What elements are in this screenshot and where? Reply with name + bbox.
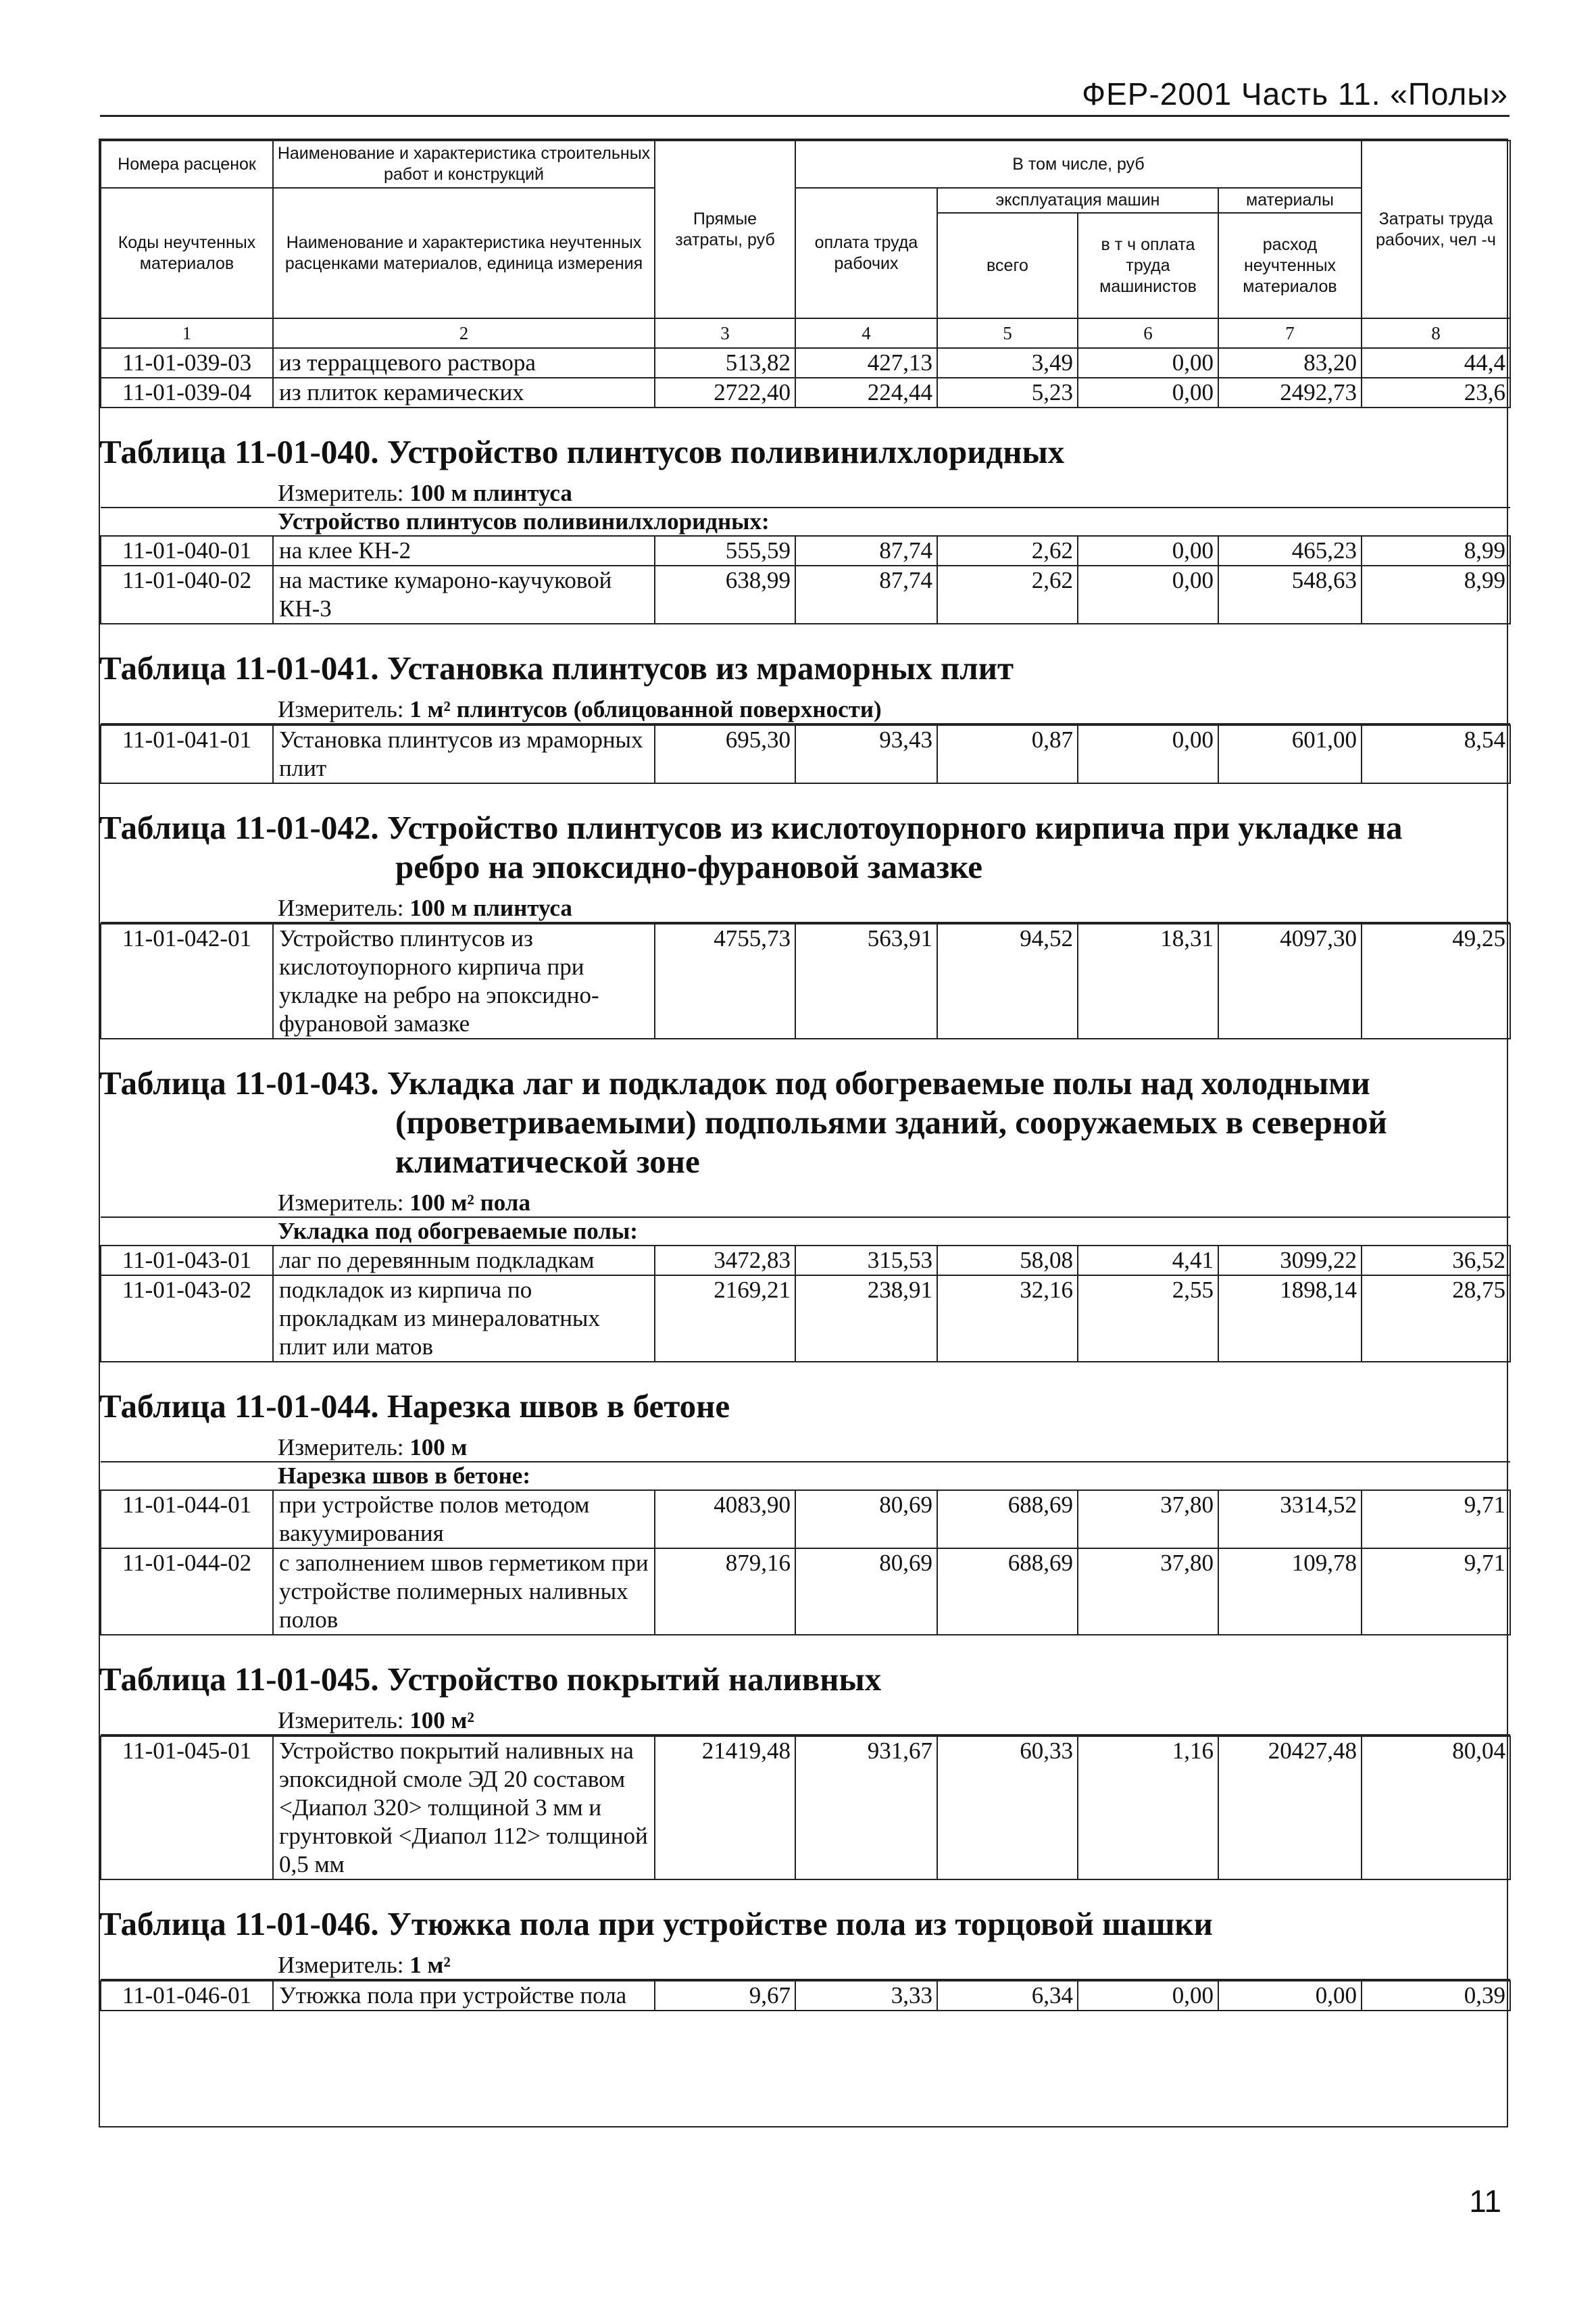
group-label: Устройство плинтусов поливинилхлоридных:	[101, 507, 1510, 535]
rate-cell-code: 11-01-044-01	[101, 1490, 273, 1548]
rate-row	[101, 1275, 1510, 1362]
rate-cell-direct: 21419,48	[655, 1736, 795, 1879]
section-title-line: Таблица 11-01-044. Нарезка швов в бетоне	[99, 1387, 730, 1425]
rate-cell-labor: 80,69	[795, 1548, 937, 1635]
section-title-line: Таблица 11-01-041. Установка плинтусов из мраморных плит	[99, 649, 1014, 687]
rate-cell-name: Утюжка пола при устройстве пола	[273, 1981, 655, 2011]
rate-cell-name: из терраццевого раствора	[273, 348, 655, 378]
rate-cell-materials: 601,00	[1218, 725, 1362, 783]
rate-cell-materials: 0,00	[1218, 1981, 1362, 2011]
rate-cell-labor: 315,53	[795, 1246, 937, 1275]
col-header-labor-hours: Затраты труда рабочих, чел -ч	[1362, 141, 1510, 318]
rate-cell-mach: 58,08	[937, 1246, 1078, 1275]
rate-cell-mach: 60,33	[937, 1736, 1078, 1879]
section-title-line: климатической зоне	[395, 1143, 700, 1180]
column-number-cell: 5	[937, 318, 1078, 348]
column-number-cell: 2	[273, 318, 655, 348]
rate-row	[101, 1736, 1510, 1879]
rate-cell-mach: 688,69	[937, 1490, 1078, 1548]
rate-cell-labor: 427,13	[795, 348, 937, 378]
rate-cell-direct: 4083,90	[655, 1490, 795, 1548]
rate-cell-name: при устройстве полов методом вакуумирования	[273, 1490, 655, 1548]
rate-cell-hours: 9,71	[1362, 1548, 1510, 1635]
rate-cell-mach-labor: 0,00	[1078, 536, 1218, 566]
section-title	[99, 1904, 1510, 1944]
rate-cell-mach: 3,49	[937, 348, 1078, 378]
section-title-line: Таблица 11-01-043. Укладка лаг и подкладок под обогреваемые полы над холодными	[99, 1064, 1370, 1102]
header-rule	[100, 115, 1510, 117]
rate-cell-code: 11-01-039-04	[101, 378, 273, 408]
rate-cell-mach: 5,23	[937, 378, 1078, 408]
rate-cell-direct: 2169,21	[655, 1275, 795, 1362]
rate-cell-labor: 3,33	[795, 1981, 937, 2011]
rate-cell-code: 11-01-041-01	[101, 725, 273, 783]
rate-cell-name: с заполнением швов герметиком при устройстве полимерных наливных полов	[273, 1548, 655, 1635]
rate-cell-direct: 879,16	[655, 1548, 795, 1635]
measure-unit	[101, 1189, 1510, 1216]
rate-cell-hours: 8,54	[1362, 725, 1510, 783]
rate-cell-materials: 20427,48	[1218, 1736, 1362, 1879]
rate-cell-labor: 931,67	[795, 1736, 937, 1879]
rate-cell-code: 11-01-040-02	[101, 566, 273, 624]
rate-row	[101, 1246, 1510, 1275]
measure-label: Измеритель:	[278, 480, 404, 506]
rate-cell-labor: 87,74	[795, 566, 937, 624]
column-number-cell: 3	[655, 318, 795, 348]
rate-cell-hours: 8,99	[1362, 536, 1510, 566]
rate-row	[101, 566, 1510, 624]
rate-cell-direct: 4755,73	[655, 924, 795, 1039]
rate-cell-code: 11-01-043-02	[101, 1275, 273, 1362]
col-header-operator-pay: в т ч оплата труда машинистов	[1078, 213, 1218, 318]
rate-cell-mach-labor: 18,31	[1078, 924, 1218, 1039]
rate-cell-direct: 513,82	[655, 348, 795, 378]
column-number-cell: 4	[795, 318, 937, 348]
rate-cell-mach-labor: 0,00	[1078, 348, 1218, 378]
rate-cell-materials: 1898,14	[1218, 1275, 1362, 1362]
rate-cell-labor: 563,91	[795, 924, 937, 1039]
rate-cell-mach-labor: 37,80	[1078, 1548, 1218, 1635]
section-title-line: ребро на эпоксидно-фурановой замазке	[395, 848, 982, 885]
col-header-work-name: Наименование и характеристика строительных работ и конструкций	[273, 141, 655, 188]
rate-cell-name: на мастике кумароно-каучуковой КН-3	[273, 566, 655, 624]
section-header	[101, 624, 1510, 725]
section-title-line: Таблица 11-01-042. Устройство плинтусов из кислотоупорного кирпича при укладке на	[99, 809, 1403, 846]
rate-cell-direct: 9,67	[655, 1981, 795, 2011]
col-header-material-name: Наименование и характеристика неучтенных расценками материалов, единица измерения	[273, 188, 655, 318]
measure-value: 100 м плинтуса	[409, 895, 572, 921]
rate-cell-materials: 3314,52	[1218, 1490, 1362, 1548]
column-number-cell: 7	[1218, 318, 1362, 348]
measure-unit	[101, 1434, 1510, 1461]
rate-cell-mach: 2,62	[937, 536, 1078, 566]
section-header	[101, 408, 1510, 536]
rate-row	[101, 1981, 1510, 2011]
measure-value: 100 м плинтуса	[409, 480, 572, 506]
col-header-machines-total: всего	[937, 213, 1078, 318]
rate-cell-materials: 4097,30	[1218, 924, 1362, 1039]
rate-row	[101, 378, 1510, 408]
rate-cell-name: Устройство плинтусов из кислотоупорного кирпича при укладке на ребро на эпоксидно-фурановой замазке	[273, 924, 655, 1039]
rate-cell-mach-labor: 0,00	[1078, 566, 1218, 624]
section-title	[99, 1660, 1510, 1699]
rate-cell-materials: 465,23	[1218, 536, 1362, 566]
page-number: 11	[1469, 2184, 1501, 2219]
rate-cell-mach: 32,16	[937, 1275, 1078, 1362]
rate-cell-mach: 688,69	[937, 1548, 1078, 1635]
measure-value: 1 м²	[409, 1952, 451, 1978]
rate-cell-labor: 238,91	[795, 1275, 937, 1362]
measure-label: Измеритель:	[278, 1707, 404, 1733]
col-header-materials-group: материалы	[1218, 188, 1362, 213]
rate-cell-labor: 224,44	[795, 378, 937, 408]
rate-cell-name: подкладок из кирпича по прокладкам из минераловатных плит или матов	[273, 1275, 655, 1362]
rate-row	[101, 924, 1510, 1039]
rate-cell-materials: 3099,22	[1218, 1246, 1362, 1275]
rate-cell-mach-labor: 0,00	[1078, 725, 1218, 783]
rate-cell-name: лаг по деревянным подкладкам	[273, 1246, 655, 1275]
measure-value: 1 м² плинтусов (облицованной поверхности)	[409, 696, 882, 722]
column-number-cell: 1	[101, 318, 273, 348]
measure-label: Измеритель:	[278, 1952, 404, 1978]
col-header-worker-pay: оплата труда рабочих	[795, 188, 937, 318]
rate-cell-name: на клее КН-2	[273, 536, 655, 566]
col-header-including-group: В том числе, руб	[795, 141, 1362, 188]
rate-cell-name: Устройство покрытий наливных на эпоксидной смоле ЭД 20 составом <Диапол 320> толщиной 3 мм и грунтовкой <Диапол 112> толщиной 0,5 мм	[273, 1736, 655, 1879]
rate-cell-name: Установка плинтусов из мраморных плит	[273, 725, 655, 783]
section-title-line: Таблица 11-01-040. Устройство плинтусов поливинилхлоридных	[99, 433, 1065, 470]
rate-cell-mach-labor: 1,16	[1078, 1736, 1218, 1879]
rate-cell-direct: 638,99	[655, 566, 795, 624]
rate-cell-mach-labor: 2,55	[1078, 1275, 1218, 1362]
section-title-line: (проветриваемыми) подпольями зданий, сооружаемых в северной	[395, 1104, 1387, 1141]
rate-cell-code: 11-01-043-01	[101, 1246, 273, 1275]
section-title-line: Таблица 11-01-046. Утюжка пола при устройстве пола из торцовой шашки	[99, 1905, 1213, 1942]
section-header	[101, 1039, 1510, 1246]
section-title	[99, 808, 1510, 887]
rates-table	[100, 140, 1511, 2011]
col-header-unaccounted-materials: расход неучтенных материалов	[1218, 213, 1362, 318]
col-header-rate-number: Номера расценок	[101, 141, 273, 188]
measure-label: Измеритель:	[278, 1434, 404, 1460]
col-header-material-codes: Коды неучтенных материалов	[101, 188, 273, 318]
rate-cell-materials: 2492,73	[1218, 378, 1362, 408]
rate-cell-code: 11-01-040-01	[101, 536, 273, 566]
rate-cell-hours: 36,52	[1362, 1246, 1510, 1275]
section-header	[101, 1362, 1510, 1490]
rate-row	[101, 1490, 1510, 1548]
section-title	[99, 433, 1510, 472]
section-header	[101, 1635, 1510, 1736]
rate-cell-code: 11-01-039-03	[101, 348, 273, 378]
rate-cell-materials: 83,20	[1218, 348, 1362, 378]
measure-value: 100 м²	[409, 1707, 474, 1733]
section-title-line: Таблица 11-01-045. Устройство покрытий наливных	[99, 1660, 882, 1698]
column-number-cell: 6	[1078, 318, 1218, 348]
measure-unit	[101, 895, 1510, 923]
rate-cell-mach-labor: 0,00	[1078, 1981, 1218, 2011]
rate-cell-mach-labor: 0,00	[1078, 378, 1218, 408]
group-label: Нарезка швов в бетоне:	[101, 1461, 1510, 1490]
section-title	[99, 1064, 1510, 1181]
rate-cell-hours: 28,75	[1362, 1275, 1510, 1362]
rate-cell-code: 11-01-045-01	[101, 1736, 273, 1879]
rate-cell-mach-labor: 37,80	[1078, 1490, 1218, 1548]
rate-cell-hours: 23,6	[1362, 378, 1510, 408]
page-header-title: ФЕР-2001 Часть 11. «Полы»	[1082, 76, 1508, 112]
rate-cell-direct: 555,59	[655, 536, 795, 566]
rate-cell-hours: 9,71	[1362, 1490, 1510, 1548]
rate-cell-code: 11-01-042-01	[101, 924, 273, 1039]
measure-label: Измеритель:	[278, 895, 404, 921]
rate-cell-hours: 8,99	[1362, 566, 1510, 624]
column-number-cell: 8	[1362, 318, 1510, 348]
group-label: Укладка под обогреваемые полы:	[101, 1216, 1510, 1245]
measure-label: Измеритель:	[278, 1189, 404, 1216]
rate-cell-direct: 3472,83	[655, 1246, 795, 1275]
rate-cell-mach: 2,62	[937, 566, 1078, 624]
rate-row	[101, 725, 1510, 783]
rate-cell-name: из плиток керамических	[273, 378, 655, 408]
rate-cell-mach-labor: 4,41	[1078, 1246, 1218, 1275]
rate-cell-hours: 0,39	[1362, 1981, 1510, 2011]
rate-cell-code: 11-01-046-01	[101, 1981, 273, 2011]
measure-unit	[101, 1952, 1510, 1980]
rate-cell-materials: 548,63	[1218, 566, 1362, 624]
measure-unit	[101, 1707, 1510, 1736]
measure-unit	[101, 480, 1510, 507]
rate-row	[101, 536, 1510, 566]
rate-cell-mach: 0,87	[937, 725, 1078, 783]
col-header-machines-group: эксплуатация машин	[937, 188, 1218, 213]
rate-cell-mach: 94,52	[937, 924, 1078, 1039]
rate-cell-direct: 695,30	[655, 725, 795, 783]
rate-cell-code: 11-01-044-02	[101, 1548, 273, 1635]
section-title	[99, 649, 1510, 688]
measure-label: Измеритель:	[278, 696, 404, 722]
section-title	[99, 1387, 1510, 1426]
section-header	[101, 1879, 1510, 1981]
rate-cell-labor: 80,69	[795, 1490, 937, 1548]
rate-cell-direct: 2722,40	[655, 378, 795, 408]
rate-cell-hours: 44,4	[1362, 348, 1510, 378]
measure-unit	[101, 696, 1510, 724]
rate-cell-labor: 93,43	[795, 725, 937, 783]
measure-value: 100 м² пола	[409, 1189, 530, 1216]
rate-cell-labor: 87,74	[795, 536, 937, 566]
rate-cell-mach: 6,34	[937, 1981, 1078, 2011]
rate-cell-hours: 80,04	[1362, 1736, 1510, 1879]
measure-value: 100 м	[409, 1434, 468, 1460]
col-header-direct-costs: Прямые затраты, руб	[655, 141, 795, 318]
rate-row	[101, 1548, 1510, 1635]
section-header	[101, 783, 1510, 924]
rates-document-frame	[99, 139, 1508, 2127]
rate-cell-materials: 109,78	[1218, 1548, 1362, 1635]
rate-row	[101, 348, 1510, 378]
rate-cell-hours: 49,25	[1362, 924, 1510, 1039]
